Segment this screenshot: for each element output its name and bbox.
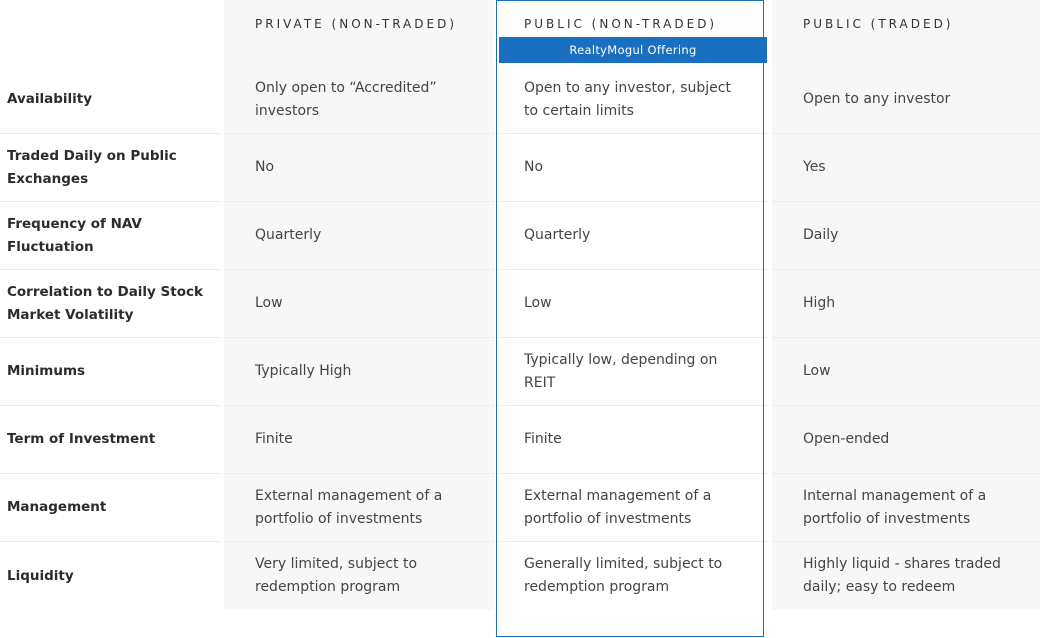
cell-traded-daily-private: No: [224, 134, 494, 202]
header-public-non-traded: [498, 0, 768, 66]
cell-liquidity-public-non-traded: Generally limited, subject to redemption program: [498, 542, 768, 610]
cell-term-public-non-traded: Finite: [498, 406, 768, 474]
cell-term-private: Finite: [224, 406, 494, 474]
header-private-non-traded: PRIVATE (NON-TRADED): [224, 0, 494, 66]
cell-liquidity-private: Very limited, subject to redemption program: [224, 542, 494, 610]
cell-minimums-public-traded: Low: [772, 338, 1040, 406]
cell-correlation-private: Low: [224, 270, 494, 338]
cell-liquidity-public-traded: Highly liquid - shares traded daily; easy to redeem: [772, 542, 1040, 610]
cell-availability-private: Only open to “Accredited” investors: [224, 66, 494, 134]
cell-management-private: External management of a portfolio of investments: [224, 474, 494, 542]
row-label-minimums: Minimums: [0, 338, 220, 406]
cell-availability-public-traded: Open to any investor: [772, 66, 1040, 134]
row-label-correlation: Correlation to Daily Stock Market Volatility: [0, 270, 220, 338]
cell-nav-fluctuation-public-non-traded: Quarterly: [498, 202, 768, 270]
row-label-nav-fluctuation: Frequency of NAV Fluctuation: [0, 202, 220, 270]
row-label-term: Term of Investment: [0, 406, 220, 474]
row-label-liquidity: Liquidity: [0, 542, 220, 610]
cell-management-public-non-traded: External management of a portfolio of investments: [498, 474, 768, 542]
row-label-availability: Availability: [0, 66, 220, 134]
cell-traded-daily-public-traded: Yes: [772, 134, 1040, 202]
cell-nav-fluctuation-private: Quarterly: [224, 202, 494, 270]
cell-nav-fluctuation-public-traded: Daily: [772, 202, 1040, 270]
cell-traded-daily-public-non-traded: No: [498, 134, 768, 202]
cell-minimums-private: Typically High: [224, 338, 494, 406]
cell-availability-public-non-traded: Open to any investor, subject to certain limits: [498, 66, 768, 134]
cell-correlation-public-non-traded: Low: [498, 270, 768, 338]
row-label-traded-daily: Traded Daily on Public Exchanges: [0, 134, 220, 202]
header-public-non-traded-label: PUBLIC (NON-TRADED): [524, 17, 718, 31]
cell-management-public-traded: Internal management of a portfolio of investments: [772, 474, 1040, 542]
header-public-traded: PUBLIC (TRADED): [772, 0, 1040, 66]
realtymogul-offering-badge: RealtyMogul Offering: [499, 37, 767, 63]
cell-minimums-public-non-traded: Typically low, depending on REIT: [498, 338, 768, 406]
header-corner: [0, 0, 220, 66]
cell-term-public-traded: Open-ended: [772, 406, 1040, 474]
cell-correlation-public-traded: High: [772, 270, 1040, 338]
row-label-management: Management: [0, 474, 220, 542]
